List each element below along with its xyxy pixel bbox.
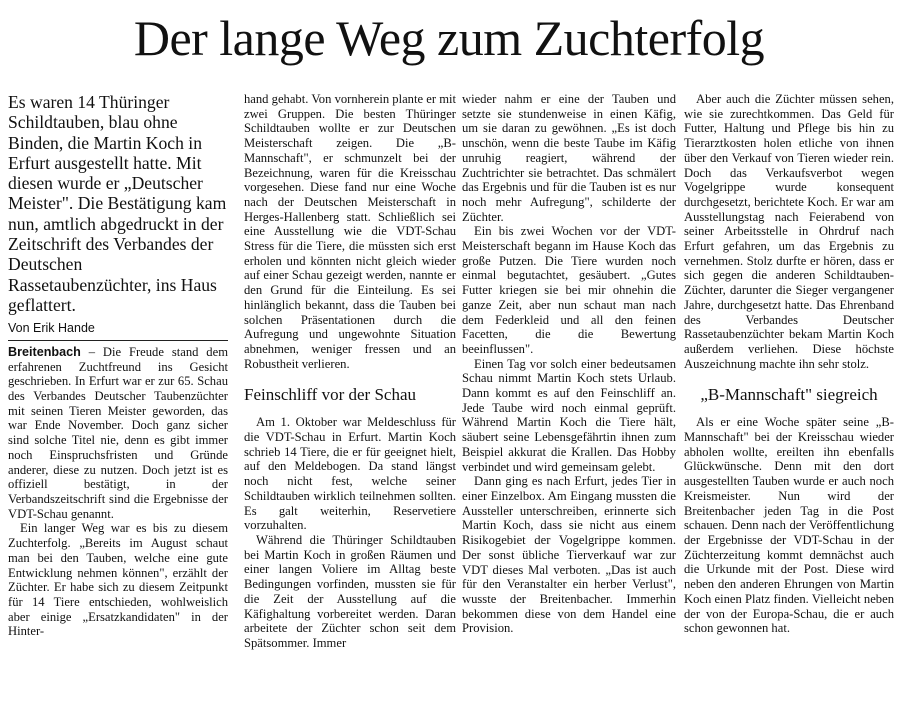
body-paragraph: Ein bis zwei Wochen vor der VDT-Meisterschaft begann im Hause Koch das große Putzen. Die Tiere wurden noch einmal begutachtet, gesäubert. „Gutes Futter kriegen sie bei mir ohnehin die ganze Zeit, aber nun schaut man nach dem Federkleid und all den feinen Facetten, die die Bewertung beeinflussen".	[462, 224, 676, 356]
body-paragraph	[8, 345, 228, 521]
byline: Von Erik Hande	[8, 321, 228, 341]
article-column-3	[462, 92, 676, 636]
article-column-2	[244, 92, 456, 651]
subheading: Feinschliff vor der Schau	[244, 385, 417, 405]
subheading: „B-Mannschaft" siegreich	[700, 385, 878, 405]
body-paragraph: wieder nahm er eine der Tauben und setzte sie stundenweise in einen Käfig, um sie daran zu gewöhnen. „Es ist doch unschön, wenn die beste Taube im Käfig unruhig reagiert, während der Zuchtrichter sie betrachtet. Das schmälert das Ergebnis und für die Tauben ist es nur noch mehr Aufregung", schilderte der Züchter.	[462, 92, 676, 224]
lead-paragraph: Es waren 14 Thüringer Schildtauben, blau ohne Binden, die Martin Koch in Erfurt ausgestellt hatte. Mit diesen wurde er „Deutscher Meister". Die Bestätigung kam nun, amtlich abgedruckt in der Zeitschrift des Verbandes der Deutschen Rassetaubenzüchter, ins Haus geflattert.	[8, 92, 227, 315]
headline: Der lange Weg zum Zuchterfolg	[133, 10, 765, 66]
body-text: – Die Freude stand dem erfahrenen Zuchtfreund ins Gesicht geschrieben. In Erfurt war er zur 65. Schau des Verbandes Deutscher Taubenzüchter mit seinen Tieren Meister geworden, das war Ende November. Doch ganz sicher sind solche Titel nie, denn es gibt immer noch Einspruchsfristen und Gründe anderer, diese zu nutzen. Doch jetzt ist es offiziell bestätigt, in der Verbandszeitschrift sind die Ergebnisse der VDT-Schau genannt.	[8, 344, 228, 521]
body-paragraph: Aber auch die Züchter müssen sehen, wie sie zurechtkommen. Das Geld für Futter, Haltung und Pflege bis hin zu Tierarztkosten holen etliche von ihnen über den Verkauf von Tieren wieder rein. Doch das Verkaufsverbot wegen Vogelgrippe wurde konsequent durchgesetzt, berichtete Koch. Er war am Ausstellungstag nach Feierabend von seiner Arbeitsstelle in Ohrdruf nach Erfurt gefahren, um das Ergebnis zu vernehmen. Stolz durfte er hören, dass er sich gegen die anderen Schildtauben-Züchter, darunter die Sieger vergangener Jahre, durchgesetzt hatte. Das Ehrenband des Verbandes Deutscher Rassetaubenzüchter bekam Martin Koch außerdem verliehen. Diese höchste Auszeichnung machte ihn sehr stolz.	[684, 92, 894, 371]
body-paragraph: Während die Thüringer Schildtauben bei Martin Koch in großen Räumen und einer langen Voliere im Alltag beste Bedingungen vorfinden, mussten sie für die Zeit der Ausstellung auf die Käfighaltung vorbereitet werden. Daran arbeitete der Züchter schon seit dem Spätsommer. Immer	[244, 532, 456, 650]
article-column-4	[684, 92, 894, 636]
body-paragraph: Am 1. Oktober war Meldeschluss für die VDT-Schau in Erfurt. Martin Koch schrieb 14 Tiere, die er für geeignet hielt, auf den Meldebogen. Da stand längst noch nicht fest, welche seiner Schildtauben wirklich teilnehmen sollten. Es galt weiterhin, Reservetiere vorzuhalten.	[244, 415, 456, 533]
body-paragraph: Als er eine Woche später seine „B-Mannschaft" bei der Kreisschau wieder abholen wollte, ereilten ihn ebenfalls Glückwünsche. Denn mit den dort ausgestellten Tauben wurde er auch noch Kreismeister. Nun wird der Breitenbacher jeden Tag in die Post schauen. Denn nach der Veröffentlichung der Ergebnisse der VDT-Schau in der Züchterzeitung kommt demnächst auch die Urkunde mit der Post. Diese wird neben den anderen Ehrungen von Martin Koch einen Platz finden. Vielleicht neben der von der Europa-Schau, die er auch schon gewonnen hat.	[684, 415, 894, 636]
dateline: Breitenbach	[8, 344, 81, 359]
body-paragraph: hand gehabt. Von vornherein plante er mit zwei Gruppen. Die besten Thüringer Schildtauben wollte er zur Deutschen Meisterschaft zeigen. Die „B-Mannschaft", er schmunzelt bei der Bezeichnung, waren für die Kreisschau vorgesehen. Diese fand nur eine Woche nach der Deutschen Meisterschaft in Herges-Hallenberg statt. Schließlich sei eine Ausstellung wie die VDT-Schau Stress für die Tiere, die müssten sich erst erholen und könnten nicht gleich wieder auf einer Schau gezeigt werden, nannte er den Grund für die Einteilung. Es sei hinlänglich bekannt, dass die Tauben bei solchen Präsentationen durch die Aufregung und ungewohnte Situation abnehmen, weniger fressen und an Robustheit verlieren.	[244, 92, 456, 371]
body-paragraph: Einen Tag vor solch einer bedeutsamen Schau nimmt Martin Koch stets Urlaub. Dann kommt es auf den Feinschliff an. Jede Taube wird noch einmal geprüft. Während Martin Koch die Tiere hält, säubert seine Lebensgefährtin ihnen zum Beispiel akkurat die Krallen. Das Hobby verbindet und wird gemeinsam gelebt.	[462, 356, 676, 474]
article-column-1	[8, 92, 228, 639]
body-paragraph: Dann ging es nach Erfurt, jedes Tier in einer Einzelbox. Am Eingang mussten die Aussteller unterschreiben, erinnerte sich Martin Koch, dass sie nicht aus einem Risikogebiet der Vogelgrippe kommen. Der sonst übliche Tierverkauf war zur VDT dieses Mal verboten. „Das ist auch für den Veranstalter ein herber Verlust", wusste der Breitenbacher. Immerhin bekommen diese von dem Handel eine Provision.	[462, 474, 676, 636]
body-paragraph: Ein langer Weg war es bis zu diesem Zuchterfolg. „Bereits im August schaut man bei den Tauben, welche eine gute Entwicklung nehmen können", erzählt der Züchter. Er habe sich zu diesem Zeitpunkt für 14 Tiere entschieden, wohlweislich aber einige „Ersatzkandidaten" in der Hinter-	[8, 521, 228, 639]
